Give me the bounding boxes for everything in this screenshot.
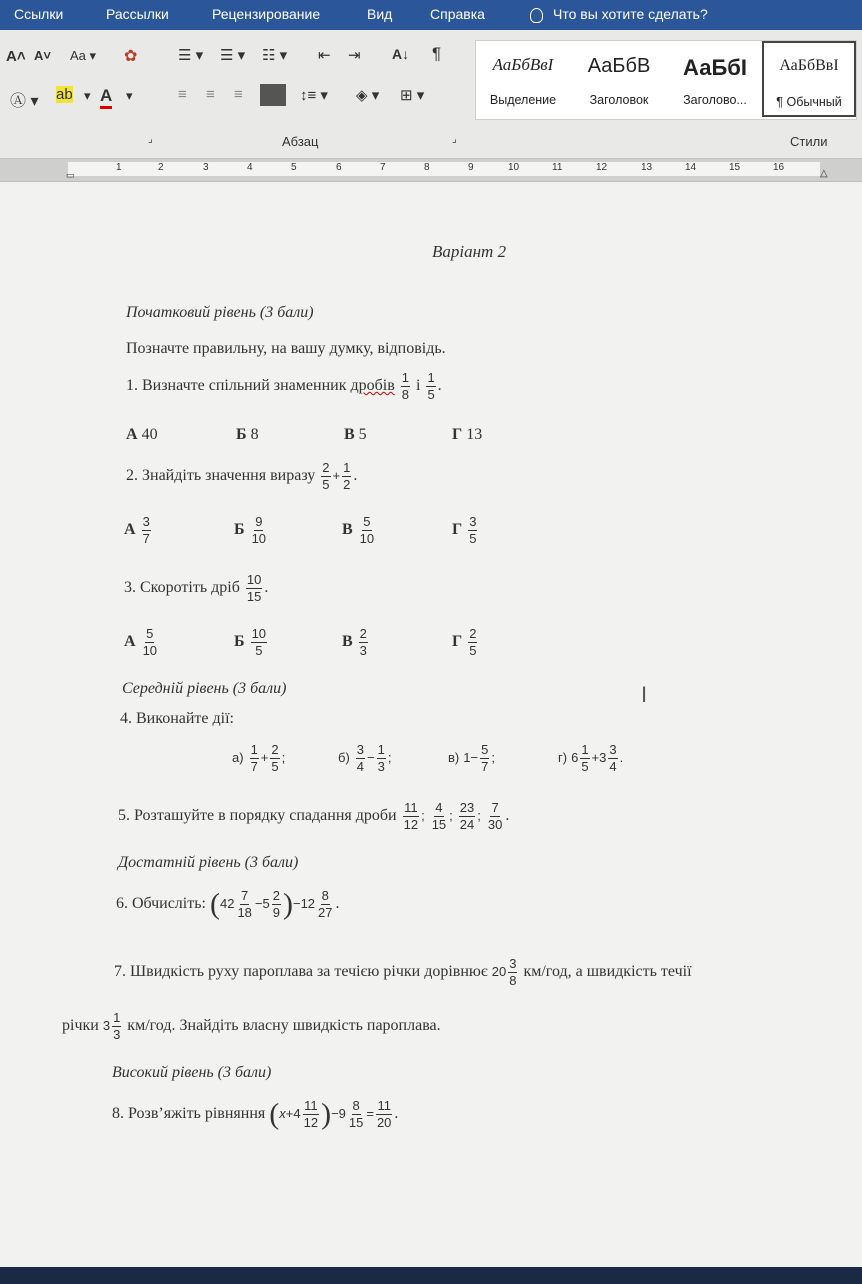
bullets-icon[interactable]: ☰ ▾ bbox=[178, 47, 204, 64]
question-6: 6. Обчисліть: (42 $\frac{7}{18}$ −5 $\frac{2}{9}$ )−12 $\frac{8}{27}$ . bbox=[116, 887, 340, 921]
highlight-color-icon[interactable]: ab bbox=[56, 86, 73, 103]
level-heading: Достатній рівень (3 бали) bbox=[118, 854, 299, 871]
ruler-number: 9 bbox=[468, 162, 474, 173]
tell-me-box[interactable] bbox=[530, 6, 708, 23]
question-text: 8. Розв’яжіть рівняння bbox=[112, 1105, 266, 1123]
grow-font-button[interactable]: A˄ bbox=[6, 48, 26, 65]
misspelled-word: дробів bbox=[350, 377, 395, 395]
multilevel-list-icon[interactable]: ☷ ▾ bbox=[262, 47, 288, 64]
shading-icon[interactable]: ◈ ▾ bbox=[356, 87, 380, 104]
question-text: 7. Швидкість руху пароплава за течією річки дорівнює bbox=[114, 963, 488, 981]
question-4a: а) $\frac{1}{7}$ + $\frac{2}{5}$ ; bbox=[232, 742, 286, 774]
question-text: 6. Обчисліть: bbox=[116, 895, 206, 913]
question-4c: в) 1− $\frac{5}{7}$ ; bbox=[448, 742, 495, 774]
styles-group-label: Стили bbox=[790, 134, 828, 149]
question-5: 5. Розташуйте в порядку спадання дроби $\frac{11}{12}$ ; $\frac{4}{15}$ ; $\frac{23}{24}$ ; $\frac{7}{30}$ . bbox=[118, 800, 510, 832]
fraction: $\frac{1}{2}$ bbox=[343, 460, 351, 492]
ruler-text-area bbox=[68, 162, 820, 176]
decrease-indent-icon[interactable]: ⇤ bbox=[318, 47, 331, 64]
conjunction: і bbox=[415, 377, 421, 395]
clear-format-icon[interactable]: ✿ bbox=[124, 48, 138, 65]
show-formatting-icon[interactable]: ¶ bbox=[432, 44, 442, 63]
numbering-icon[interactable]: ☰ ▾ bbox=[220, 47, 246, 64]
ruler-number: 13 bbox=[641, 162, 653, 173]
right-indent-marker-icon[interactable]: △ bbox=[820, 168, 828, 179]
increase-indent-icon[interactable]: ⇥ bbox=[348, 47, 361, 64]
sort-icon[interactable]: A↓ bbox=[392, 46, 410, 62]
question-7-line-1: 7. Швидкість руху пароплава за течією річки дорівнює 20 $\frac{3}{8}$ км/год, а швидкість течії bbox=[114, 956, 692, 988]
style-preview: АаБбВ bbox=[587, 55, 651, 77]
style-label: Заголово... bbox=[683, 93, 747, 107]
i-beam-cursor-icon: I bbox=[641, 682, 648, 707]
line-spacing-icon[interactable]: ↕≡ ▾ bbox=[300, 87, 328, 104]
answer-option: В 5 bbox=[344, 426, 367, 443]
tab-help[interactable]: Справка bbox=[430, 6, 485, 22]
question-text: 5. Розташуйте в порядку спадання дроби bbox=[118, 807, 397, 825]
ruler-number: 1 bbox=[116, 162, 122, 173]
shrink-font-button[interactable]: A˅ bbox=[34, 48, 51, 63]
style-emphasis[interactable] bbox=[476, 41, 570, 117]
tab-review[interactable]: Рецензирование bbox=[212, 6, 321, 22]
style-label: ¶ Обычный bbox=[776, 95, 842, 109]
align-center-icon[interactable]: ≡ bbox=[206, 86, 215, 103]
ruler-number: 7 bbox=[380, 162, 386, 173]
answer-option: Г $\frac{2}{5}$ bbox=[452, 626, 477, 658]
answer-option: В $\frac{2}{3}$ bbox=[342, 626, 367, 658]
variant-title: Варіант 2 bbox=[432, 242, 507, 261]
style-preview: АаБбІ bbox=[683, 55, 747, 80]
tab-mailings[interactable]: Рассылки bbox=[106, 6, 169, 22]
ruler-number: 4 bbox=[247, 162, 253, 173]
question-4-text: 4. Виконайте дії: bbox=[120, 710, 234, 727]
lightbulb-icon bbox=[530, 8, 543, 23]
style-heading-1[interactable] bbox=[668, 41, 762, 117]
tab-view[interactable]: Вид bbox=[367, 6, 393, 22]
font-dialog-launcher-icon[interactable]: ⌟ bbox=[148, 134, 153, 145]
answer-option: Г $\frac{3}{5}$ bbox=[452, 514, 477, 546]
fraction: $\frac{1}{8}$ bbox=[401, 370, 409, 402]
ruler-number: 6 bbox=[336, 162, 342, 173]
ruler-number: 15 bbox=[729, 162, 741, 173]
style-label: Выделение bbox=[489, 93, 557, 107]
document-page[interactable] bbox=[0, 182, 862, 1267]
question-4b: б) $\frac{3}{4}$ − $\frac{1}{3}$ ; bbox=[338, 742, 392, 774]
fraction: $\frac{1}{5}$ bbox=[427, 370, 435, 402]
level-heading: Високий рівень (3 бали) bbox=[112, 1064, 272, 1081]
highlight-dropdown-icon[interactable]: ▾ bbox=[84, 88, 91, 103]
instruction-text: Позначте правильну, на вашу думку, відповідь. bbox=[126, 340, 446, 357]
question-text: 1. Визначте спільний знаменник bbox=[126, 377, 347, 395]
style-heading[interactable] bbox=[572, 41, 666, 117]
answer-option: В $\frac{5}{10}$ bbox=[342, 514, 375, 546]
horizontal-ruler[interactable] bbox=[0, 159, 862, 182]
borders-icon[interactable]: ⊞ ▾ bbox=[400, 87, 425, 104]
ruler-number: 10 bbox=[508, 162, 520, 173]
paragraph-dialog-launcher-icon[interactable]: ⌟ bbox=[452, 134, 457, 145]
question-7-line-2: річки 3 $\frac{1}{3}$ км/год. Знайдіть власну швидкість пароплава. bbox=[62, 1010, 441, 1042]
level-heading: Початковий рівень (3 бали) bbox=[126, 304, 314, 321]
answer-option: Б $\frac{9}{10}$ bbox=[234, 514, 267, 546]
answer-option: А 40 bbox=[126, 426, 158, 443]
ruler-number: 12 bbox=[596, 162, 608, 173]
align-right-icon[interactable]: ≡ bbox=[234, 86, 243, 103]
question-3: 3. Скоротіть дріб $\frac{10}{15}$ . bbox=[124, 572, 269, 604]
question-2: 2. Знайдіть значення виразу $\frac{2}{5}$ + $\frac{1}{2}$ . bbox=[126, 460, 358, 492]
paragraph-group-label: Абзац bbox=[282, 134, 319, 149]
styles-gallery bbox=[475, 40, 857, 120]
ruler-number: 5 bbox=[291, 162, 297, 173]
change-case-button[interactable]: Aa ▾ bbox=[70, 48, 97, 63]
answer-option: А $\frac{3}{7}$ bbox=[124, 514, 150, 546]
ribbon bbox=[0, 30, 862, 159]
font-color-icon[interactable]: A bbox=[100, 86, 112, 109]
taskbar bbox=[0, 1267, 862, 1284]
answer-option: А $\frac{5}{10}$ bbox=[124, 626, 158, 658]
answer-option: Б 8 bbox=[236, 426, 259, 443]
ruler-number: 3 bbox=[203, 162, 209, 173]
style-normal[interactable] bbox=[762, 41, 856, 117]
ruler-number: 16 bbox=[773, 162, 785, 173]
left-indent-marker-icon[interactable]: ▭ bbox=[66, 170, 75, 180]
text-effects-icon[interactable]: Ⓐ ▾ bbox=[10, 93, 39, 110]
question-8: 8. Розв’яжіть рівняння (x+4 $\frac{11}{12}$ )−9 $\frac{8}{15}$ = $\frac{11}{20}$ . bbox=[112, 1097, 399, 1131]
style-preview: АаБбВвІ bbox=[779, 57, 839, 74]
fraction: $\frac{2}{5}$ bbox=[322, 460, 330, 492]
font-color-dropdown-icon[interactable]: ▾ bbox=[126, 88, 133, 103]
tab-references[interactable]: Ссылки bbox=[14, 6, 64, 22]
ribbon-tab-bar bbox=[0, 0, 862, 30]
tell-me-text: Что вы хотите сделать? bbox=[553, 6, 708, 22]
align-left-icon[interactable]: ≡ bbox=[178, 86, 187, 103]
fraction: $\frac{10}{15}$ bbox=[246, 572, 262, 604]
ruler-number: 14 bbox=[685, 162, 697, 173]
answer-option: Г 13 bbox=[452, 426, 483, 443]
ruler-number: 2 bbox=[158, 162, 164, 173]
question-text: 3. Скоротіть дріб bbox=[124, 579, 240, 597]
justify-icon[interactable] bbox=[260, 84, 286, 106]
ruler-number: 11 bbox=[552, 162, 563, 173]
ruler-number: 8 bbox=[424, 162, 430, 173]
level-heading: Середній рівень (3 бали) bbox=[122, 680, 287, 697]
style-preview: АаБбВвІ bbox=[492, 55, 554, 74]
style-label: Заголовок bbox=[589, 93, 649, 107]
question-4d: г) 6 $\frac{1}{5}$ +3 $\frac{3}{4}$ . bbox=[558, 742, 624, 774]
answer-option: Б $\frac{10}{5}$ bbox=[234, 626, 267, 658]
question-1: 1. Визначте спільний знаменник дробів $\frac{1}{8}$ і $\frac{1}{5}$ . bbox=[126, 370, 442, 402]
question-text: 2. Знайдіть значення виразу bbox=[126, 467, 316, 485]
